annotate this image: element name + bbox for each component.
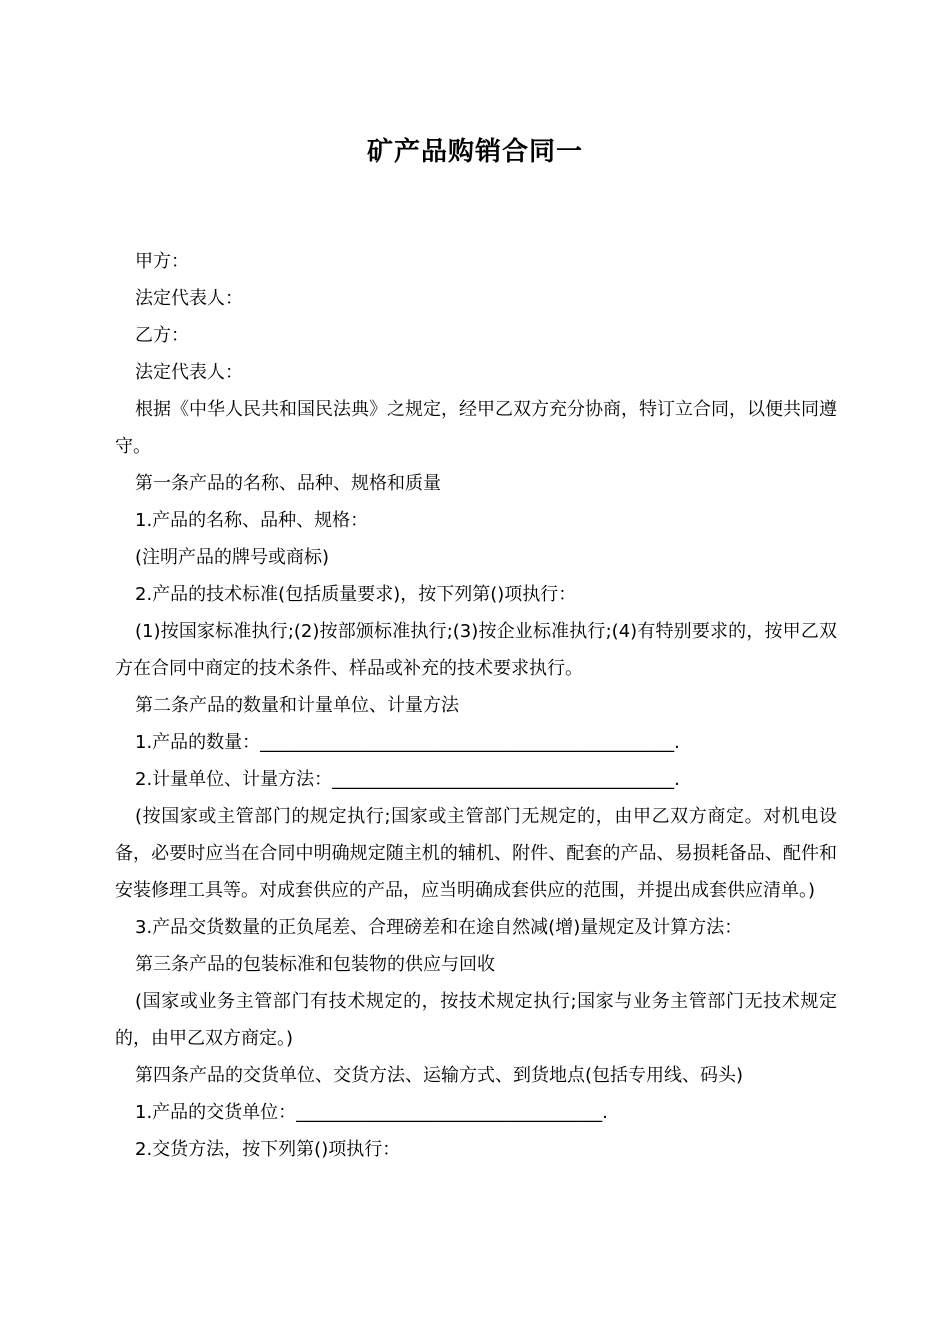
article-1-item-2: 2.产品的技术标准(包括质量要求)，按下列第()项执行：	[135, 584, 577, 605]
party-b-line: 乙方：	[135, 325, 189, 346]
article-4-item-2: 2.交货方法，按下列第()项执行：	[135, 1139, 401, 1160]
article-2-item-2: 2.计量单位、计量方法：______________________________________.	[135, 769, 680, 790]
document-body	[115, 243, 837, 1168]
article-1-standards-options: (1)按国家标准执行;(2)按部颁标准执行;(3)按企业标准执行;(4)有特别要求的，按甲乙双方在合同中商定的技术条件、样品或补充的技术要求执行。	[115, 621, 837, 679]
party-a-line: 甲方：	[135, 251, 189, 272]
article-1-item-1: 1.产品的名称、品种、规格：	[135, 510, 369, 531]
article-1-note: (注明产品的牌号或商标)	[135, 547, 330, 568]
article-2-heading: 第二条产品的数量和计量单位、计量方法	[135, 695, 459, 716]
article-1-heading: 第一条产品的名称、品种、规格和质量	[135, 473, 441, 494]
article-3-note: (国家或业务主管部门有技术规定的，按技术规定执行;国家与业务主管部门无技术规定的，由甲乙双方商定。)	[115, 991, 837, 1049]
article-2-item-3: 3.产品交货数量的正负尾差、合理磅差和在途自然减(增)量规定及计算方法：	[135, 917, 743, 938]
article-4-heading: 第四条产品的交货单位、交货方法、运输方式、到货地点(包括专用线、码头)	[135, 1065, 744, 1086]
preamble-paragraph: 根据《中华人民共和国民法典》之规定，经甲乙双方充分协商，特订立合同，以便共同遵守。	[115, 399, 837, 457]
article-3-heading: 第三条产品的包装标准和包装物的供应与回收	[135, 954, 495, 975]
party-b-representative-line: 法定代表人：	[135, 362, 243, 383]
document-title: 矿产品购销合同一	[366, 137, 583, 167]
party-a-representative-line: 法定代表人：	[135, 288, 243, 309]
article-4-item-1: 1.产品的交货单位：__________________________________.	[135, 1102, 608, 1123]
article-2-note: (按国家或主管部门的规定执行;国家或主管部门无规定的，由甲乙双方商定。对机电设备，必要时应当在合同中明确规定随主机的辅机、附件、配套的产品、易损耗备品、配件和安装修理工具等。对成套供应的产品，应当明确成套供应的范围，并提出成套供应清单。)	[115, 806, 837, 901]
article-2-item-1: 1.产品的数量：______________________________________________.	[135, 732, 680, 753]
